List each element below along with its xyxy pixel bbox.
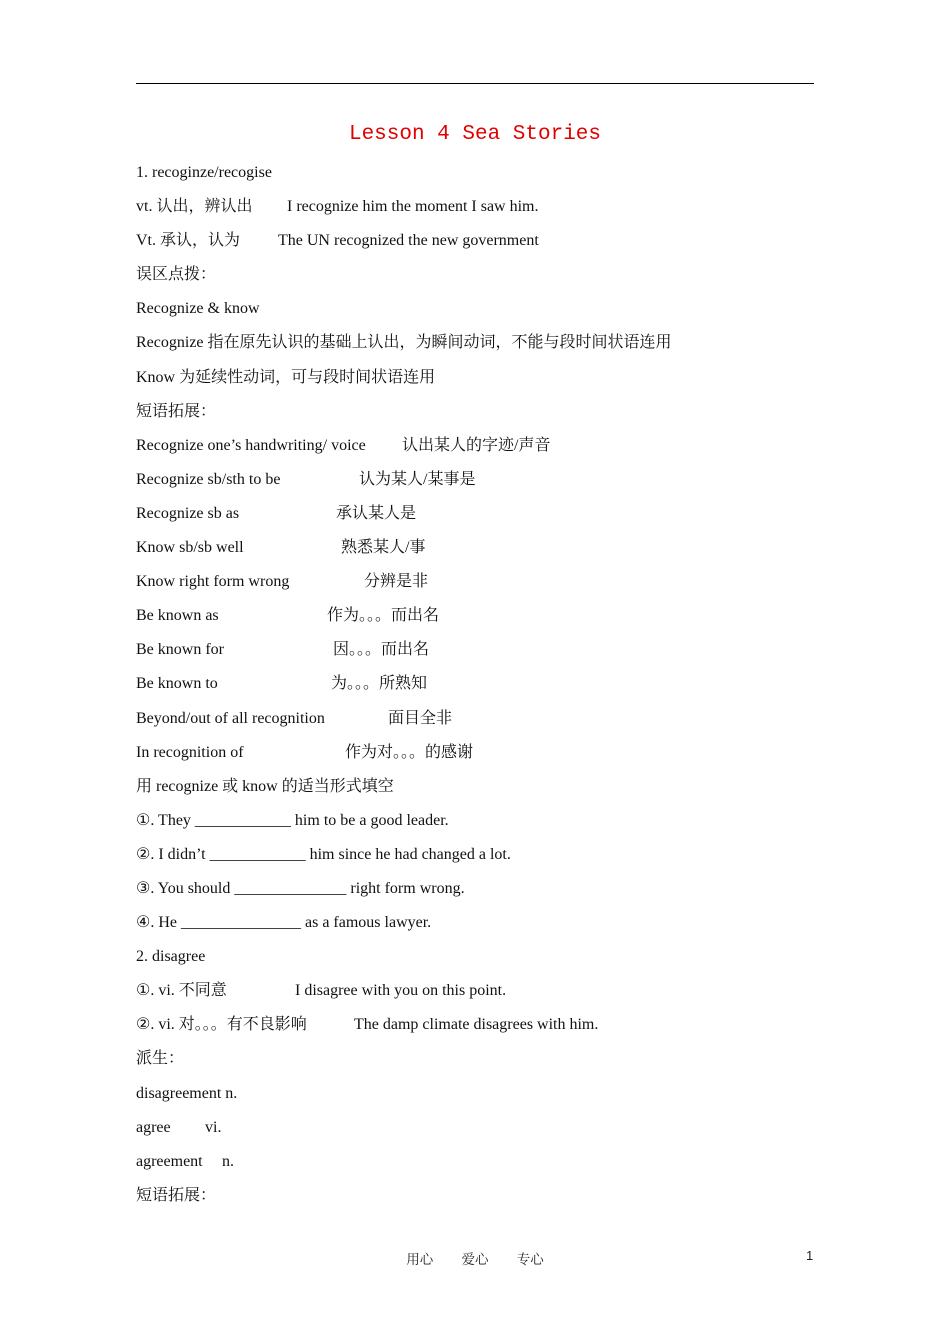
footer-text: 爱心: [461, 1252, 489, 1268]
text-line: agree vi.: [136, 1118, 222, 1136]
text-line: disagreement n.: [136, 1084, 238, 1102]
page-number: 1: [806, 1248, 814, 1263]
document-body: [136, 160, 816, 1217]
text-line: Recognize 指在原先认识的基础上认出，为瞬间动词，不能与段时间状语连用: [136, 334, 672, 352]
text-line: 派生：: [136, 1050, 185, 1068]
text-line: 短语拓展：: [136, 402, 217, 420]
text-line: Beyond/out of all recognition 面目全非: [136, 709, 453, 727]
text-line: Be known as 作为。。。而出名: [136, 607, 440, 625]
text-line: Recognize & know: [136, 300, 260, 318]
lesson-title: Lesson 4 Sea Stories: [348, 123, 602, 146]
text-line: 用 recognize 或 know 的适当形式填空: [136, 777, 394, 795]
text-line: Know 为延续性动词，可与段时间状语连用: [136, 368, 436, 386]
text-line: ①. vi. 不同意 I disagree with you on this point.: [136, 982, 507, 1000]
text-line: agreement n.: [136, 1152, 234, 1170]
text-line: Be known to 为。。。所熟知: [136, 675, 428, 693]
text-line: 短语拓展：: [136, 1186, 217, 1204]
text-line: 误区点拨：: [136, 266, 217, 284]
text-line: 1. recoginze/recogise: [136, 164, 272, 181]
exercise-item: ④. He _______________ as a famous lawyer.: [136, 914, 432, 932]
text-line: Know right form wrong 分辨是非: [136, 573, 429, 591]
text-line: Know sb/sb well 熟悉某人/事: [136, 539, 426, 557]
text-line: Recognize sb as 承认某人是: [136, 504, 417, 522]
text-line: Be known for 因。。。而出名: [136, 641, 430, 659]
text-line: Recognize sb/sth to be 认为某人/某事是: [136, 470, 476, 488]
exercise-item: ②. I didn’t ____________ him since he had changed a lot.: [136, 845, 511, 863]
text-line: Vt. 承认，认为 The UN recognized the new government: [136, 232, 539, 250]
header-rule: [136, 83, 814, 84]
text-line: 2. disagree: [136, 948, 206, 966]
text-line: Recognize one’s handwriting/ voice 认出某人的字迹/声音: [136, 436, 551, 454]
text-line: vt. 认出，辨认出 I recognize him the moment I saw him.: [136, 198, 539, 216]
exercise-item: ①. They ____________ him to be a good leader.: [136, 811, 449, 829]
text-line: In recognition of 作为对。。。的感谢: [136, 743, 474, 761]
footer-text: 专心: [516, 1252, 544, 1268]
footer-text: 用心: [406, 1252, 434, 1268]
text-line: ②. vi. 对。。。有不良影响 The damp climate disagrees with him.: [136, 1016, 599, 1034]
exercise-item: ③. You should ______________ right form wrong.: [136, 879, 465, 897]
